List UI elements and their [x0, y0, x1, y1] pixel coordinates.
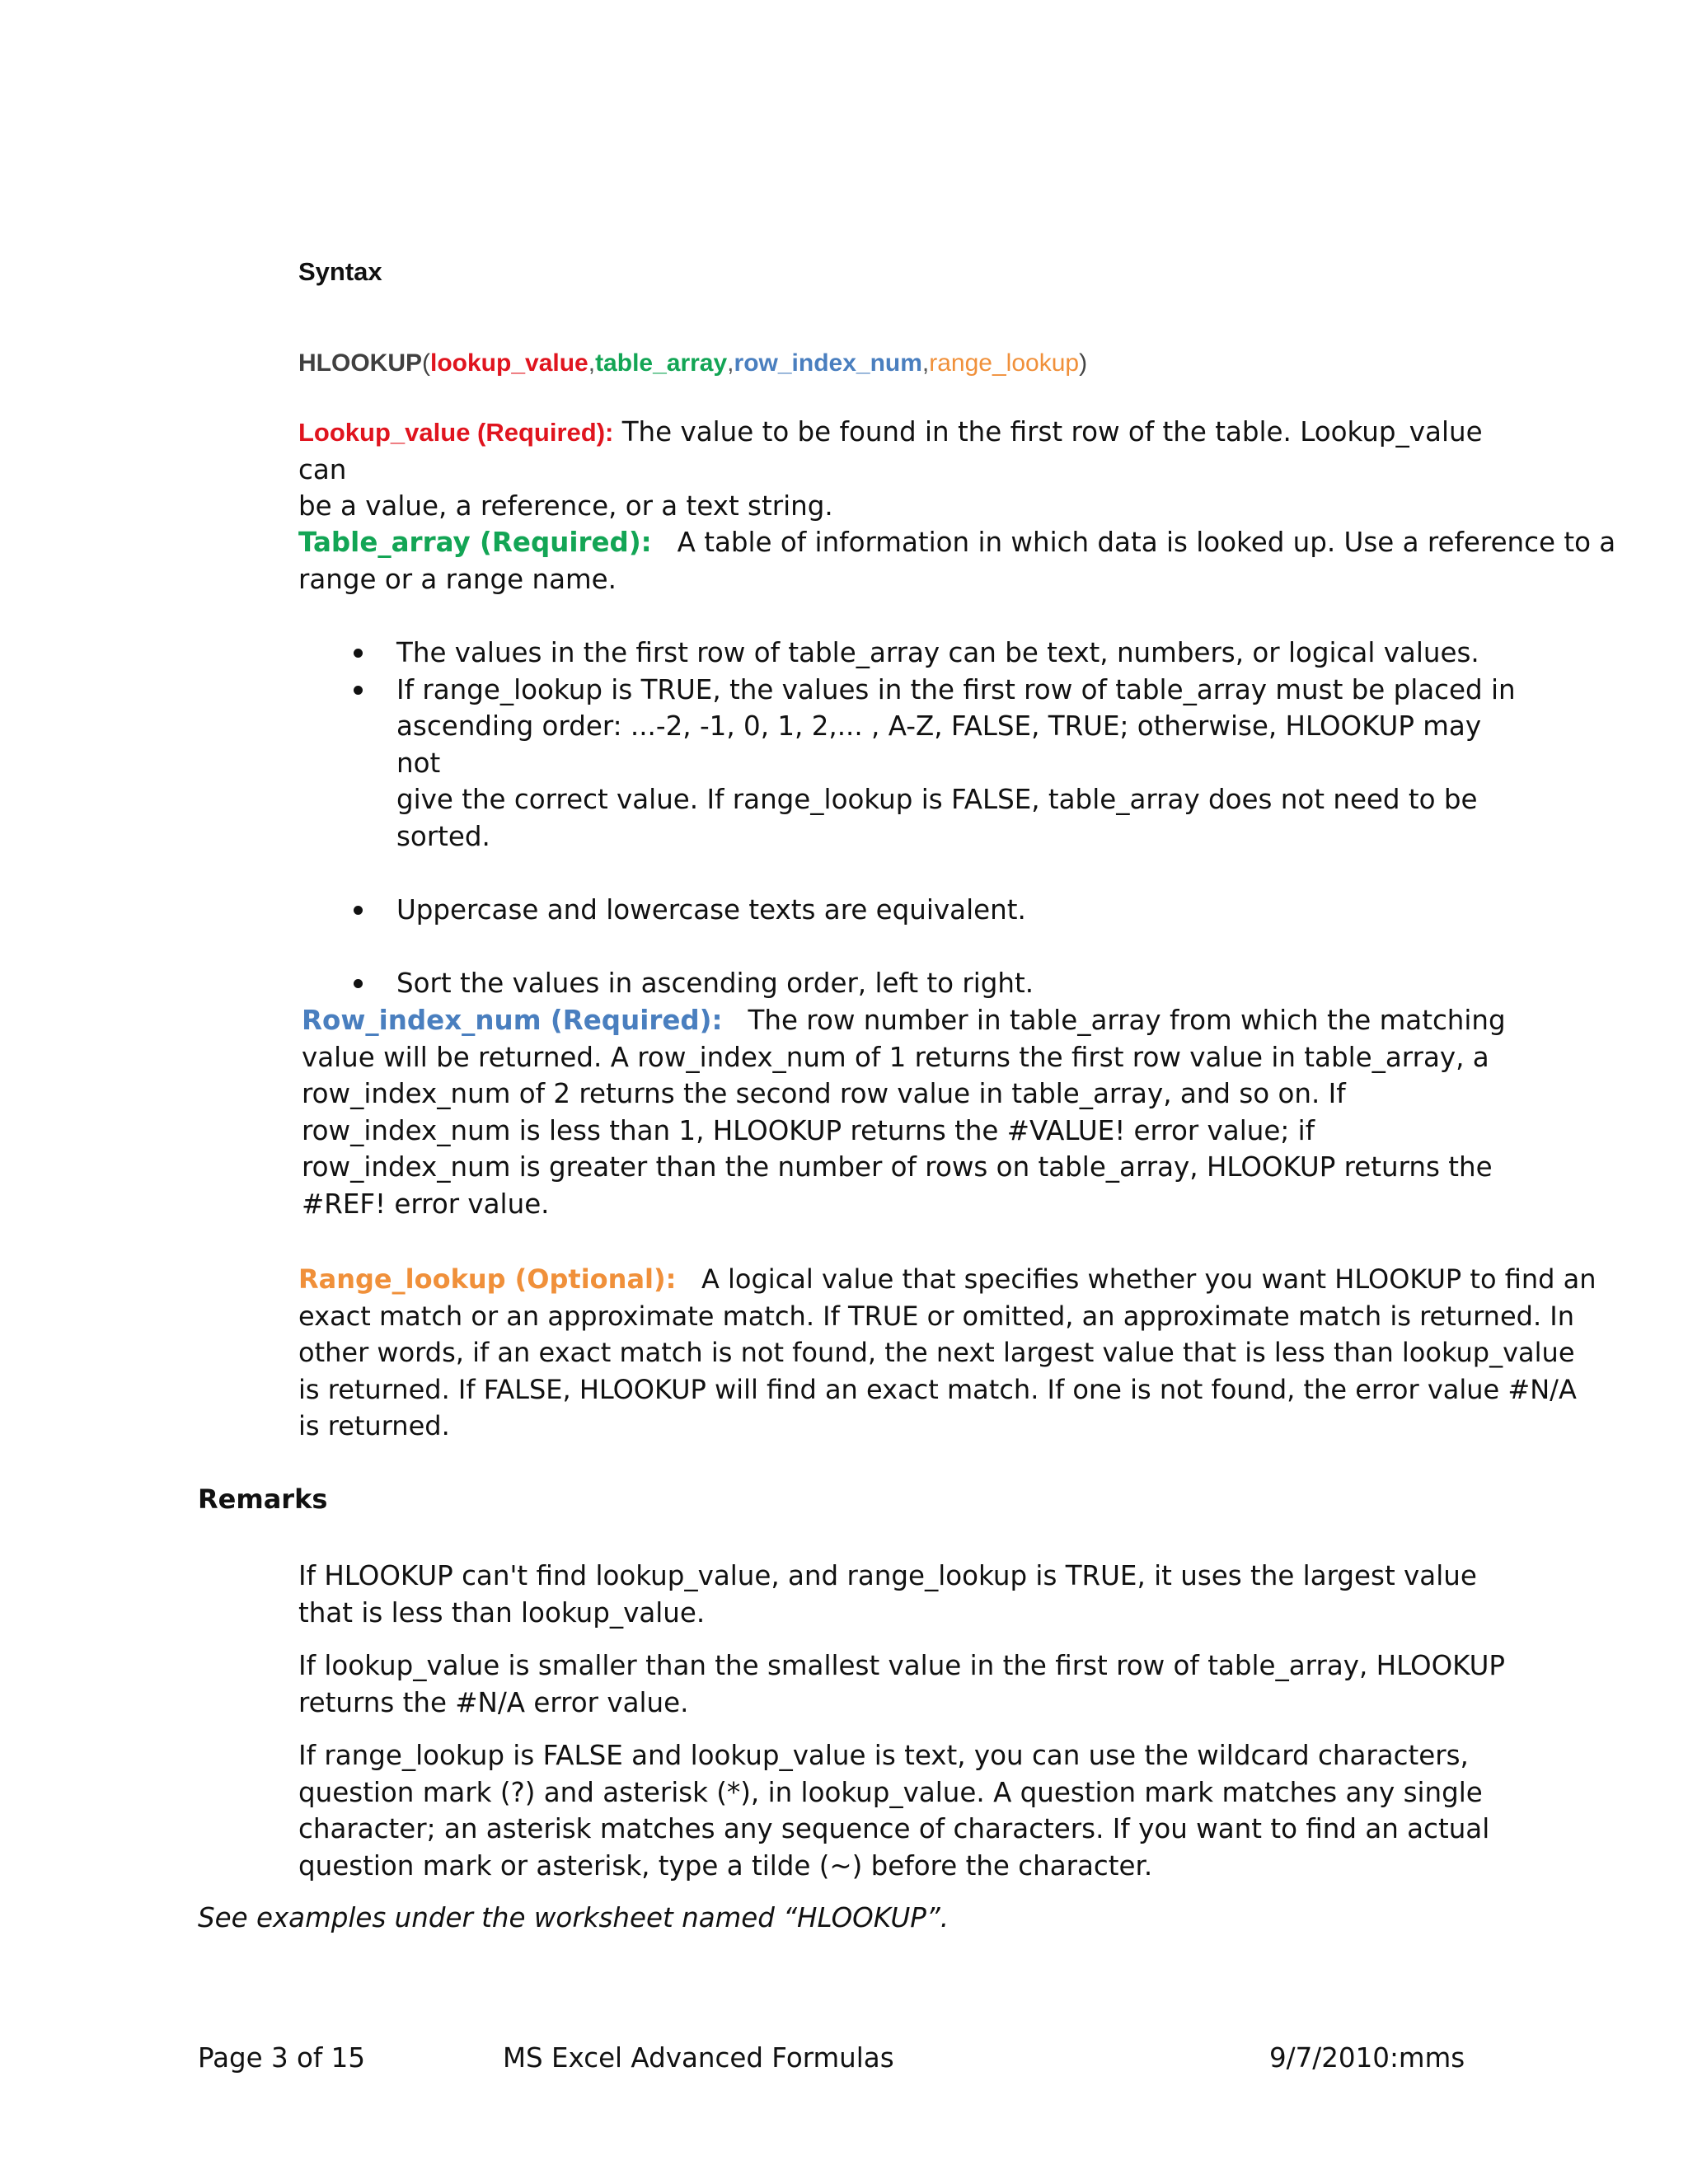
remarks-heading: Remarks [198, 1483, 328, 1515]
close-paren: ) [1079, 349, 1088, 377]
table-array-description [298, 524, 1616, 598]
comma: , [921, 349, 930, 377]
remarks-paragraph [298, 1647, 1518, 1721]
list-item [396, 672, 1517, 855]
bullet-text: ascending order: ...-2, -1, 0, 1, 2,... , A-Z, FALSE, TRUE; otherwise, HLOOKUP may not [396, 710, 1482, 779]
remarks-text: character; an asterisk matches any sequence of characters. If you want to find an actual [298, 1813, 1490, 1844]
worksheet-note: See examples under the worksheet named “HLOOKUP”. [198, 1902, 950, 1933]
range-lookup-text: is returned. If FALSE, HLOOKUP will find an exact match. If one is not found, the error value #N/A [298, 1373, 1577, 1405]
bullet-icon [354, 686, 363, 695]
syntax-heading: Syntax [298, 257, 382, 286]
row-index-num-text: value will be returned. A row_index_num of 1 returns the first row value in table_array, a [302, 1041, 1489, 1073]
list-item [396, 965, 1517, 1002]
row-index-num-description [302, 1002, 1522, 1222]
remarks-text: If HLOOKUP can't find lookup_value, and range_lookup is TRUE, it uses the largest value [298, 1560, 1477, 1591]
row-index-num-text: row_index_num is greater than the number of rows on table_array, HLOOKUP returns the [302, 1151, 1493, 1183]
remarks-paragraph [298, 1558, 1518, 1631]
arg-range-lookup: range_lookup [929, 349, 1080, 377]
table-array-label: Table_array (Required): [298, 527, 652, 558]
bullet-icon [354, 979, 363, 988]
range-lookup-text: other words, if an exact match is not found, the next largest value that is less than lookup_value [298, 1337, 1575, 1368]
comma: , [588, 349, 596, 377]
remarks-paragraph [298, 1737, 1518, 1884]
arg-lookup-value: lookup_value [430, 349, 588, 377]
comma: , [727, 349, 734, 377]
syntax-formula [298, 349, 1087, 377]
bullet-text: Uppercase and lowercase texts are equivalent. [396, 893, 1026, 926]
bullet-list [396, 635, 1517, 1001]
row-index-num-text: The row number in table_array from which the matching [722, 1005, 1506, 1036]
bullet-text: If range_lookup is TRUE, the values in the first row of table_array must be placed in [396, 673, 1516, 705]
lookup-value-text: The value to be found in the first row of the table. Lookup_value can [298, 416, 1483, 485]
remarks-text: question mark or asterisk, type a tilde (~) before the character. [298, 1849, 1153, 1882]
range-lookup-label: Range_lookup (Optional): [298, 1263, 677, 1295]
table-array-text: A table of information in which data is looked up. Use a reference to a [651, 527, 1616, 558]
table-array-text: range or a range name. [298, 563, 617, 595]
footer-title: MS Excel Advanced Formulas [503, 2042, 894, 2074]
remarks-text: that is less than lookup_value. [298, 1596, 706, 1629]
bullet-icon [354, 906, 363, 915]
remarks-text: question mark (?) and asterisk (*), in lookup_value. A question mark matches any single [298, 1776, 1483, 1808]
row-index-num-label: Row_index_num (Required): [302, 1005, 723, 1036]
bullet-text: Sort the values in ascending order, left to right. [396, 967, 1034, 999]
arg-table-array: table_array [595, 349, 728, 377]
bullet-text: give the correct value. If range_lookup is FALSE, table_array does not need to be [396, 784, 1478, 815]
remarks-text: If range_lookup is FALSE and lookup_value is text, you can use the wildcard characters, [298, 1740, 1469, 1771]
function-name: HLOOKUP [298, 349, 422, 377]
bullet-text: The values in the first row of table_array can be text, numbers, or logical values. [396, 637, 1479, 668]
footer-page-number: Page 3 of 15 [198, 2042, 366, 2074]
list-item [396, 635, 1517, 672]
lookup-value-label: Lookup_value (Required): [298, 418, 614, 447]
lookup-value-description [298, 414, 1518, 525]
bullet-icon [354, 649, 363, 658]
row-index-num-text: #REF! error value. [302, 1188, 550, 1220]
row-index-num-text: row_index_num is less than 1, HLOOKUP returns the #VALUE! error value; if [302, 1114, 1315, 1146]
range-lookup-text: A logical value that specifies whether you want HLOOKUP to find an [676, 1263, 1597, 1295]
range-lookup-text: is returned. [298, 1410, 450, 1441]
remarks-text: returns the #N/A error value. [298, 1686, 689, 1718]
lookup-value-text: be a value, a reference, or a text string. [298, 490, 833, 522]
row-index-num-text: row_index_num of 2 returns the second row value in table_array, and so on. If [302, 1078, 1346, 1109]
range-lookup-description [298, 1261, 1597, 1445]
footer-date: 9/7/2010:mms [1269, 2042, 1465, 2074]
table-array-bullets [396, 635, 1517, 1001]
range-lookup-text: exact match or an approximate match. If TRUE or omitted, an approximate match is returned. In [298, 1300, 1574, 1332]
arg-row-index-num: row_index_num [734, 349, 922, 377]
list-item [396, 892, 1517, 929]
remarks-text: If lookup_value is smaller than the smallest value in the first row of table_array, HLOOKUP [298, 1650, 1506, 1681]
open-paren: ( [422, 349, 430, 377]
bullet-text: sorted. [396, 820, 490, 852]
